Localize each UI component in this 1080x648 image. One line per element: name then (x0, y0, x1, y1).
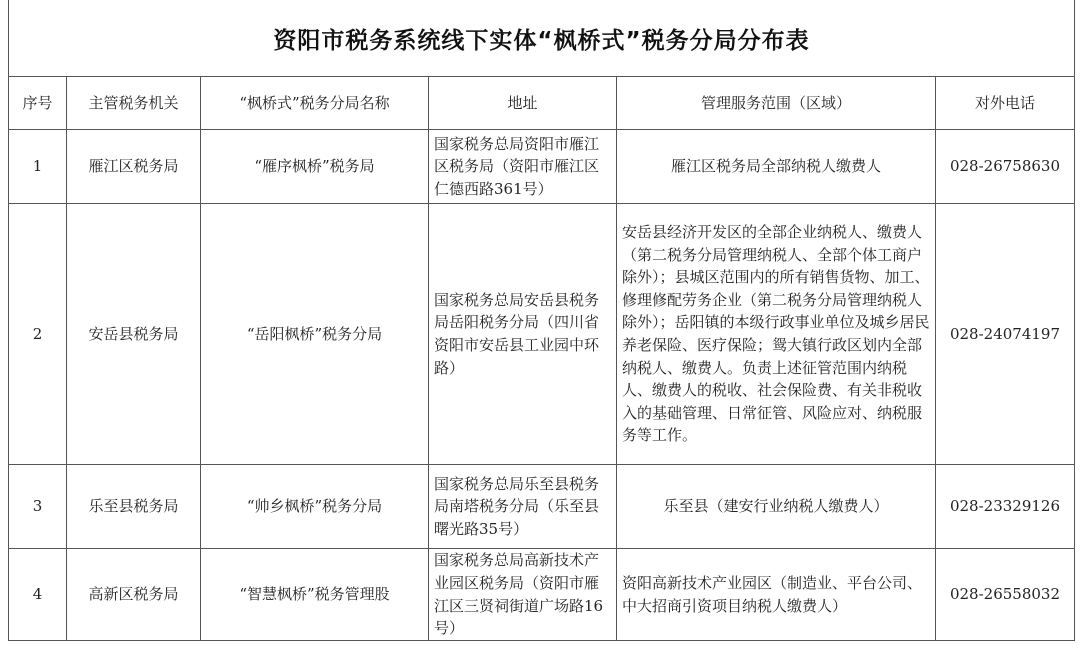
cell-authority: 高新区税务局 (67, 549, 201, 641)
cell-branch-name: “岳阳枫桥”税务分局 (201, 204, 429, 465)
cell-branch-name: “雁序枫桥”税务局 (201, 130, 429, 204)
cell-address: 国家税务总局高新技术产业园区税务局（资阳市雁江区三贤祠街道广场路16号） (429, 549, 617, 641)
cell-phone: 028-26558032 (936, 549, 1075, 641)
cell-no: 4 (9, 549, 67, 641)
header-branch-name: “枫桥式”税务分局名称 (201, 77, 429, 130)
cell-no: 1 (9, 130, 67, 204)
header-phone: 对外电话 (936, 77, 1075, 130)
table-header-row (9, 77, 1075, 130)
cell-authority: 雁江区税务局 (67, 130, 201, 204)
cell-no: 2 (9, 204, 67, 465)
cell-authority: 安岳县税务局 (67, 204, 201, 465)
cell-phone: 028-26758630 (936, 130, 1075, 204)
table-row (9, 130, 1075, 204)
cell-branch-name: “帅乡枫桥”税务分局 (201, 465, 429, 549)
header-scope: 管理服务范围（区域） (617, 77, 936, 130)
cell-address: 国家税务总局资阳市雁江区税务局（资阳市雁江区仁德西路361号） (429, 130, 617, 204)
page-title: 资阳市税务系统线下实体“枫桥式”税务分局分布表 (8, 0, 1075, 76)
cell-address: 国家税务总局乐至县税务局南塔税务分局（乐至县曙光路35号） (429, 465, 617, 549)
header-address: 地址 (429, 77, 617, 130)
table-row (9, 465, 1075, 549)
header-authority: 主管税务机关 (67, 77, 201, 130)
cell-phone: 028-23329126 (936, 465, 1075, 549)
cell-address: 国家税务总局安岳县税务局岳阳税务分局（四川省资阳市安岳县工业园中环路） (429, 204, 617, 465)
table-row (9, 204, 1075, 465)
cell-authority: 乐至县税务局 (67, 465, 201, 549)
table-row (9, 549, 1075, 641)
cell-no: 3 (9, 465, 67, 549)
cell-branch-name: “智慧枫桥”税务管理股 (201, 549, 429, 641)
cell-phone: 028-24074197 (936, 204, 1075, 465)
header-no: 序号 (9, 77, 67, 130)
cell-scope: 乐至县（建安行业纳税人缴费人） (617, 465, 936, 549)
cell-scope: 资阳高新技术产业园区（制造业、平台公司、中大招商引资项目纳税人缴费人） (617, 549, 936, 641)
cell-scope: 雁江区税务局全部纳税人缴费人 (617, 130, 936, 204)
branch-distribution-table (8, 76, 1075, 641)
cell-scope: 安岳县经济开发区的全部企业纳税人、缴费人（第二税务分局管理纳税人、全部个体工商户除外）；县城区范围内的所有销售货物、加工、修理修配劳务企业（第二税务分局管理纳税人除外）；岳阳镇的本级行政事业单位及城乡居民养老保险、医疗保险；鸳大镇行政区划内全部纳税人、缴费人。负责上述征管范围内纳税人、缴费人的税收、社会保险费、有关非税收入的基础管理、日常征管、风险应对、纳税服务等工作。 (617, 204, 936, 465)
